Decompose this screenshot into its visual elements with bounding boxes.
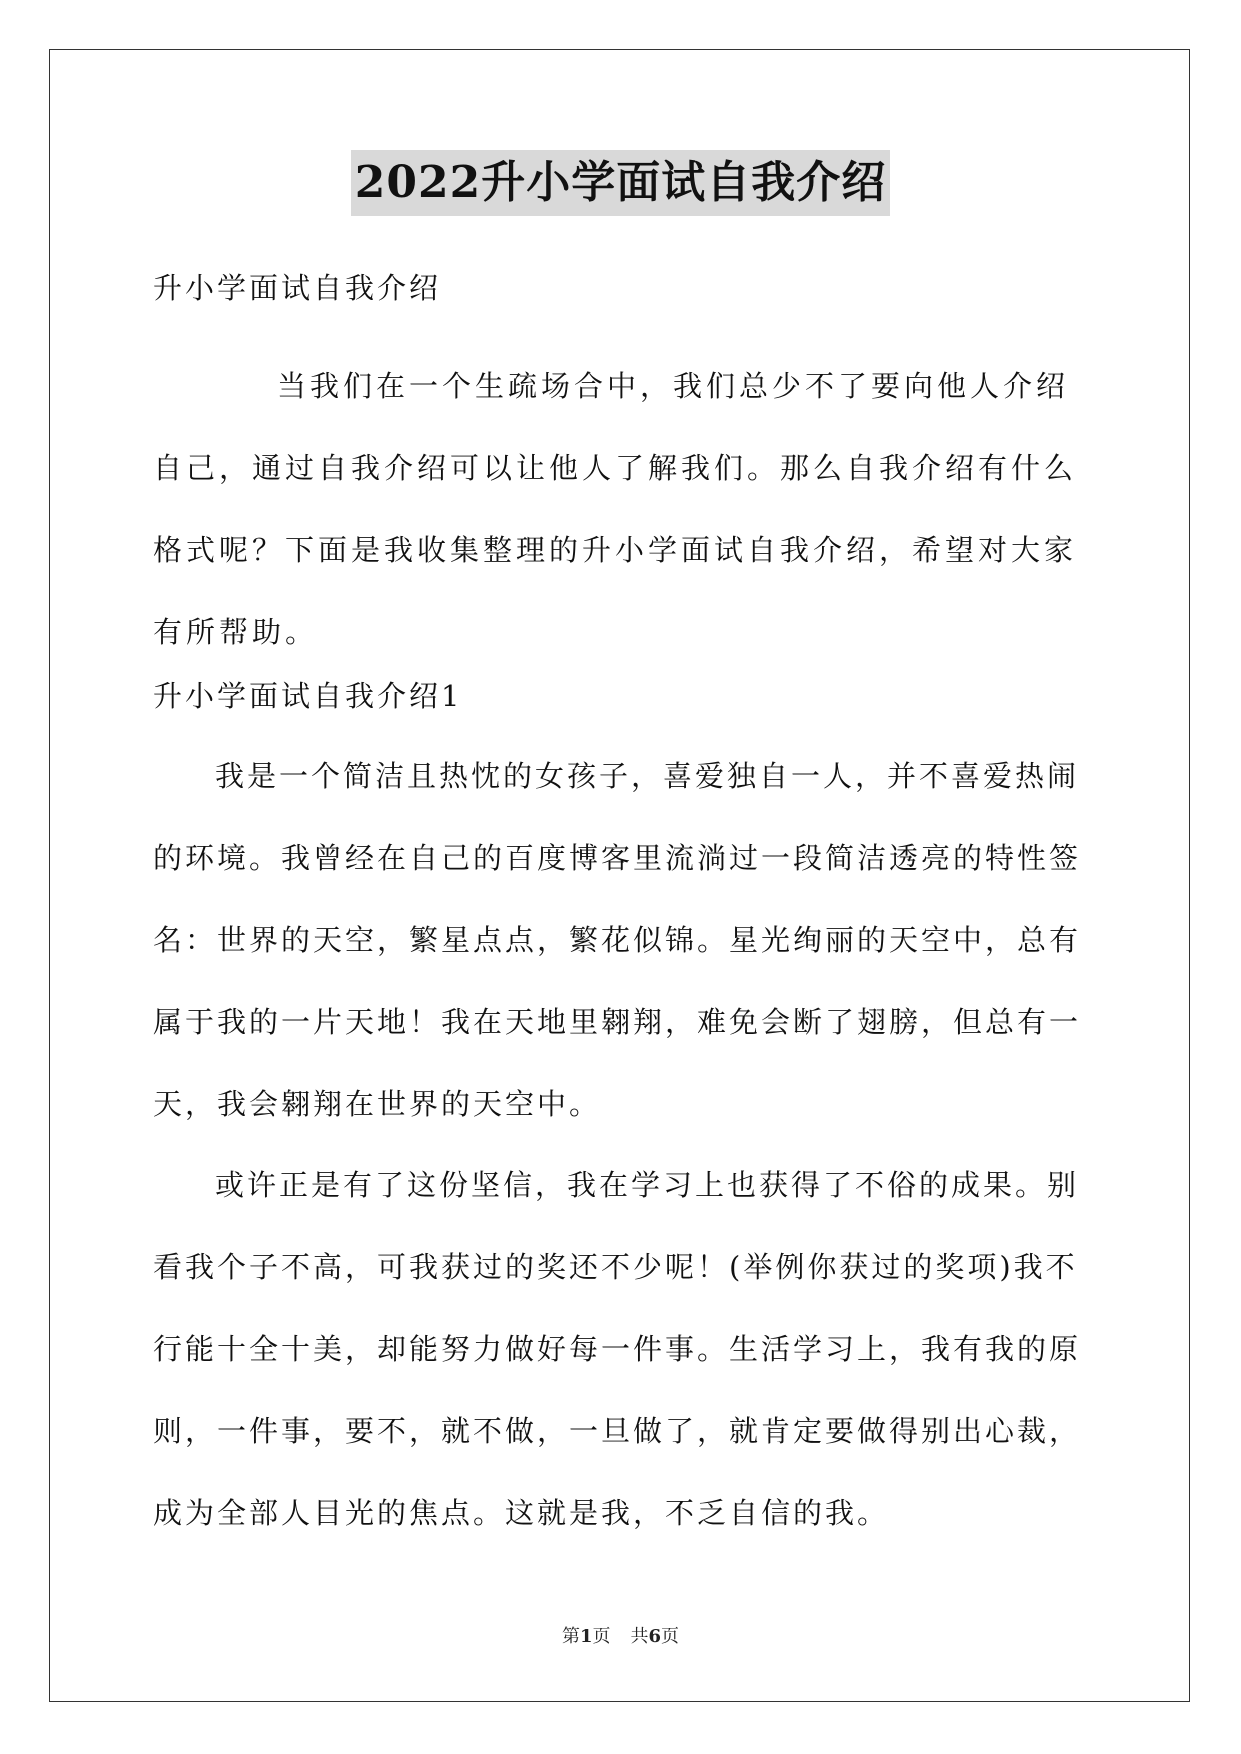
section-heading: 升小学面试自我介绍1 <box>153 679 463 713</box>
title-container <box>0 150 1241 216</box>
total-suffix: 页 <box>661 1626 680 1647</box>
page-total: 6 <box>648 1626 662 1647</box>
intro-paragraph: 当我们在一个生疏场合中，我们总少不了要向他人介绍自己，通过自我介绍可以让他人了解我们。那么自我介绍有什么格式呢？下面是我收集整理的升小学面试自我介绍，希望对大家有所帮助。 <box>153 369 1078 649</box>
page-current: 1 <box>579 1626 593 1647</box>
body-paragraph-1: 我是一个简洁且热忱的女孩子，喜爱独自一人，并不喜爱热闹的环境。我曾经在自己的百度博客里流淌过一段简洁透亮的特性签名：世界的天空，繁星点点，繁花似锦。星光绚丽的天空中，总有属于我的一片天地！我在天地里翱翔，难免会断了翅膀，但总有一天，我会翱翔在世界的天空中。 <box>153 759 1082 1121</box>
page-suffix: 页 <box>592 1626 611 1647</box>
total-prefix: 共 <box>630 1626 649 1647</box>
document-subtitle: 升小学面试自我介绍 <box>153 271 442 305</box>
page-footer <box>0 1622 1241 1648</box>
body-paragraph-2: 或许正是有了这份坚信，我在学习上也获得了不俗的成果。别看我个子不高，可我获过的奖还不少呢！(举例你获过的奖项)我不行能十全十美，却能努力做好每一件事。生活学习上，我有我的原则，一件事，要不，就不做，一旦做了，就肯定要做得别出心裁，成为全部人目光的焦点。这就是我，不乏自信的我。 <box>153 1168 1082 1530</box>
page-prefix: 第 <box>561 1626 580 1647</box>
document-title: 2022升小学面试自我介绍 <box>351 150 890 216</box>
